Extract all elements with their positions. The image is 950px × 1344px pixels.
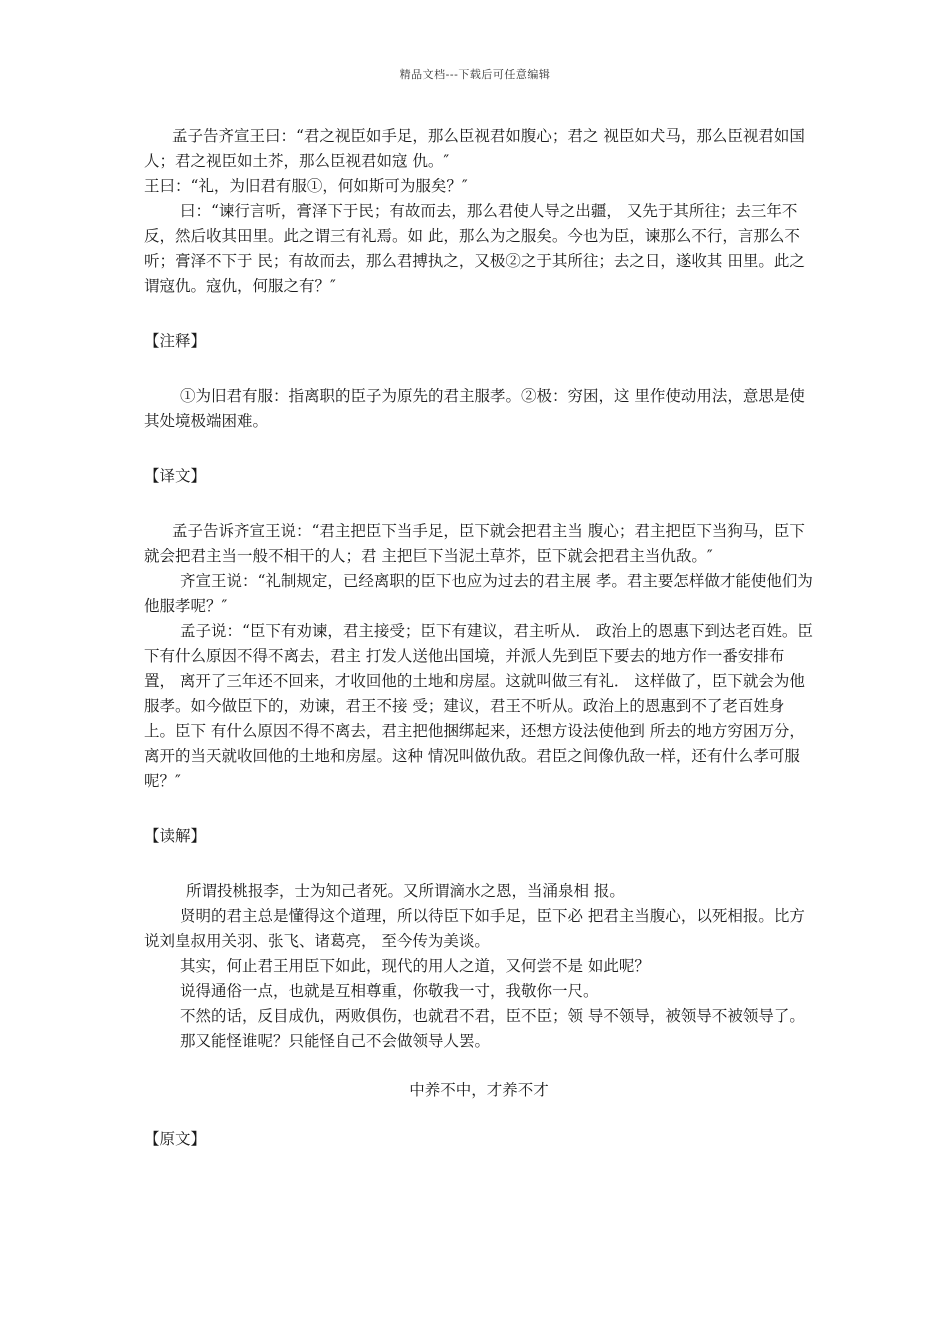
section-title: 中养不中，才养不才 [409, 1081, 549, 1099]
page-header: 精品文档---下载后可任意编辑 [399, 68, 551, 81]
reading-paragraph: 那又能怪谁呢？只能怪自己不会做领导人罢。 [180, 1032, 491, 1050]
translation-heading: 【译文】 [144, 467, 207, 485]
original-text-paragraph: 曰：“谏行言听，膏泽下于民；有故而去，那么君使人导之出疆， 又先于其所往；去三年不反，然后收其田里。此之谓三有礼焉。如 此，那么为之服矣。今也为臣，谏那么不行，言那么不听；膏泽不下于 民；有故而去，那么君搏执之，又极②之于其所往；去之日，遂收其 田里。此之谓寇仇。寇仇，何服之有？″ [144, 202, 805, 295]
original-text-paragraph: 王曰：“礼，为旧君有服①，何如斯可为服矣？″ [144, 177, 468, 195]
reading-paragraph: 不然的话，反目成仇，两败俱伤，也就君不君，臣不臣；领 导不领导，被领导不被领导了。 [180, 1007, 805, 1025]
reading-paragraph: 说得通俗一点，也就是互相尊重，你敬我一寸，我敬你一尺。 [180, 982, 599, 1000]
translation-paragraph: 孟子说：“臣下有劝谏，君主接受；臣下有建议，君主听从． 政治上的恩惠下到达老百姓。臣下有什么原因不得不离去，君主 打发人送他出国境，并派人先到臣下要去的地方作一番安排布置， 离开了三年还不回来，才收回他的土地和房屋。这就叫做三有礼． 这样做了，臣下就会为他服孝。如今做臣下的，劝谏，君王不接 受；建议，君王不听从。政治上的恩惠到不了老百姓身上。臣下 有什么原因不得不离去，君主把他捆绑起来，还想方设法使他到 所去的地方穷困万分，离开的当天就收回他的土地和房屋。这种 情况叫做仇敌。君臣之间像仇敌一样，还有什么孝可服呢？″ [144, 622, 813, 790]
reading-paragraph: 贤明的君主总是懂得这个道理，所以待臣下如手足，臣下必 把君主当腹心，以死相报。比方说刘皇叔用关羽、张飞、诸葛亮， 至今传为美谈。 [144, 907, 805, 950]
translation-paragraph: 孟子告诉齐宣王说：“君主把臣下当手足，臣下就会把君主当 腹心；君主把臣下当狗马，臣下就会把君主当一般不相干的人；君 主把巨下当泥土草芥，臣下就会把君主当仇敌。″ [144, 522, 805, 565]
reading-paragraph: 所谓投桃报李，士为知己者死。又所谓滴水之恩，当涌泉相 报。 [186, 882, 625, 900]
notes-paragraph: ①为旧君有服：指离职的臣子为原先的君主服孝。②极：穷困，这 里作使动用法，意思是使其处境极端困难。 [144, 387, 805, 430]
reading-heading: 【读解】 [144, 827, 207, 845]
original-heading: 【原文】 [144, 1130, 207, 1148]
document-body [144, 124, 814, 1152]
original-text-paragraph: 孟子告齐宣王曰：“君之视臣如手足，那么臣视君如腹心；君之 视臣如犬马，那么臣视君如国人；君之视臣如土芥，那么臣视君如寇 仇。″ [144, 127, 805, 170]
notes-heading: 【注释】 [144, 332, 207, 350]
translation-paragraph: 齐宣王说：“礼制规定，已经离职的臣下也应为过去的君主展 孝。君主要怎样做才能使他们为他服孝呢？″ [144, 572, 813, 615]
reading-paragraph: 其实，何止君王用臣下如此，现代的用人之道，又何尝不是 如此呢？ [180, 957, 650, 975]
